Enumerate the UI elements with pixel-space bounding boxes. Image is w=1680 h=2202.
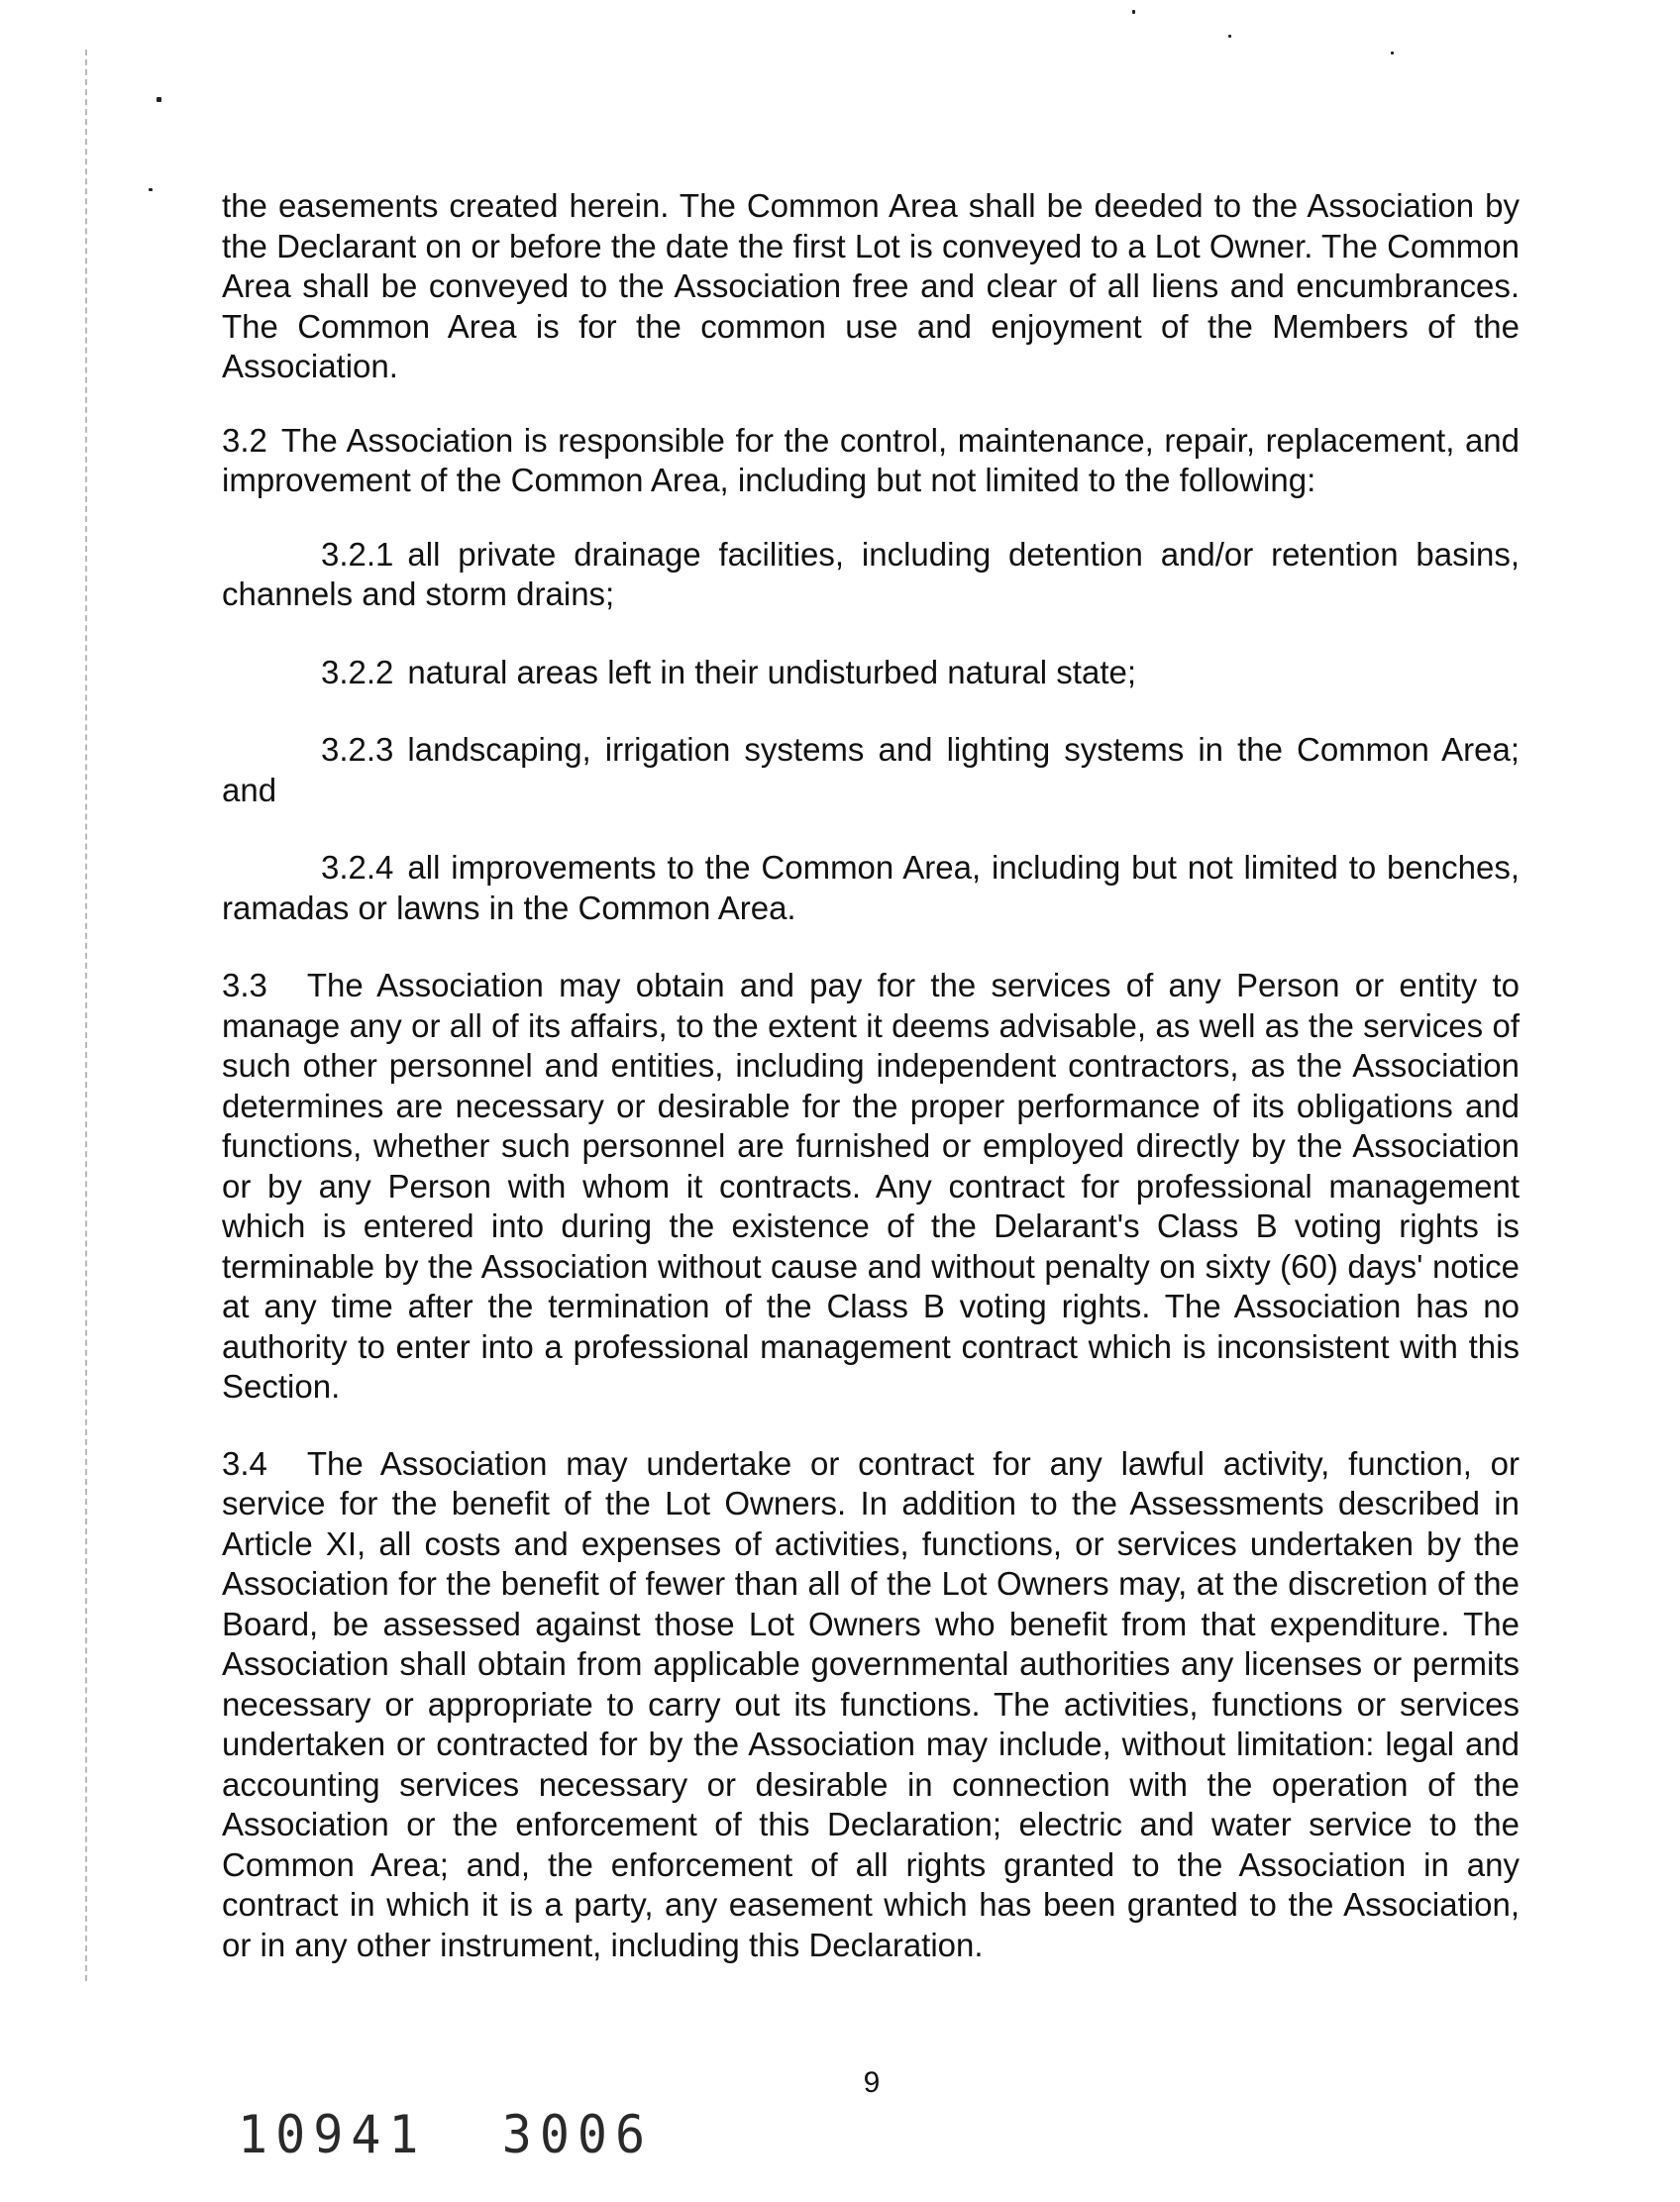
subsection-text: landscaping, irrigation systems and lighting systems in the Common Area; and — [222, 731, 1520, 808]
recording-stamp: 10941 3006 — [238, 2104, 654, 2165]
section-number: 3.2 — [222, 421, 267, 459]
scan-edge-trace — [85, 50, 87, 1981]
subsection-number: 3.2.2 — [321, 653, 394, 690]
section-3-2 — [222, 421, 1520, 501]
scan-speck — [1228, 35, 1231, 38]
scan-speck — [149, 188, 153, 191]
subsection-number: 3.2.1 — [321, 535, 394, 573]
scan-speck — [157, 97, 161, 102]
section-text: The Association is responsible for the control, maintenance, repair, replacement, and improvement of the Common Area, including but not limited to the following: — [222, 421, 1520, 498]
section-number: 3.3 — [222, 967, 267, 1003]
subsection-3-2-4 — [222, 848, 1520, 928]
subsection-3-2-3 — [222, 730, 1520, 810]
section-text: The Association may obtain and pay for the services of any Person or entity to manage any or all of its affairs, to the extent it deems advisable, as well as the services of such other personnel and entities, including independent contractors, as the Association determines are necessary or desirable for the proper performance of its obligations and functions, whether such personnel are furnished or employed directly by the Association or by any Person with whom it contracts. Any contract for professional management which is entered into during the existence of the Delarant's Class B voting rights is terminable by the Association without cause and without penalty on sixty (60) days' notice at any time after the termination of the Class B voting rights. The Association has no authority to enter into a professional management contract which is inconsistent with this Section. — [222, 967, 1520, 1405]
section-text: The Association may undertake or contract for any lawful activity, function, or service for the benefit of the Lot Owners. In addition to the Assessments described in Article XI, all costs and expenses of activities, functions, or services undertaken by the Association for the benefit of fewer than all of the Lot Owners may, at the discretion of the Board, be assessed against those Lot Owners who benefit from that expenditure. The Association shall obtain from applicable governmental authorities any licenses or permits necessary or appropriate to carry out its functions. The activities, functions or services undertaken or contracted for by the Association may include, without limitation: legal and accounting services necessary or desirable in connection with the operation of the Association or the enforcement of this Declaration; electric and water service to the Common Area; and, the enforcement of all rights granted to the Association in any contract in which it is a party, any easement which has been granted to the Association, or in any other instrument, including this Declaration. — [222, 1444, 1520, 1963]
subsection-text: natural areas left in their undisturbed natural state; — [407, 653, 1137, 690]
subsection-text: all improvements to the Common Area, including but not limited to benches, ramadas or lawns in the Common Area. — [222, 849, 1520, 926]
document-body — [222, 186, 1520, 1965]
page-number: 9 — [863, 2066, 881, 2099]
subsection-number: 3.2.3 — [321, 731, 394, 768]
subsection-text: all private drainage facilities, including detention and/or retention basins, channels and storm drains; — [222, 535, 1520, 612]
subsection-number: 3.2.4 — [321, 849, 394, 886]
intro-paragraph: the easements created herein. The Common Area shall be deeded to the Association by the Declarant on or before the date the first Lot is conveyed to a Lot Owner. The Common Area shall be conveyed to the Association free and clear of all liens and encumbrances. The Common Area is for the common use and enjoyment of the Members of the Association. — [222, 187, 1520, 384]
subsection-3-2-2 — [222, 653, 1520, 693]
section-number: 3.4 — [222, 1444, 267, 1482]
section-3-4 — [222, 1444, 1520, 1966]
section-3-3 — [222, 966, 1520, 1408]
scan-speck — [1132, 10, 1135, 14]
subsection-3-2-1 — [222, 535, 1520, 615]
scan-speck — [1391, 52, 1394, 54]
